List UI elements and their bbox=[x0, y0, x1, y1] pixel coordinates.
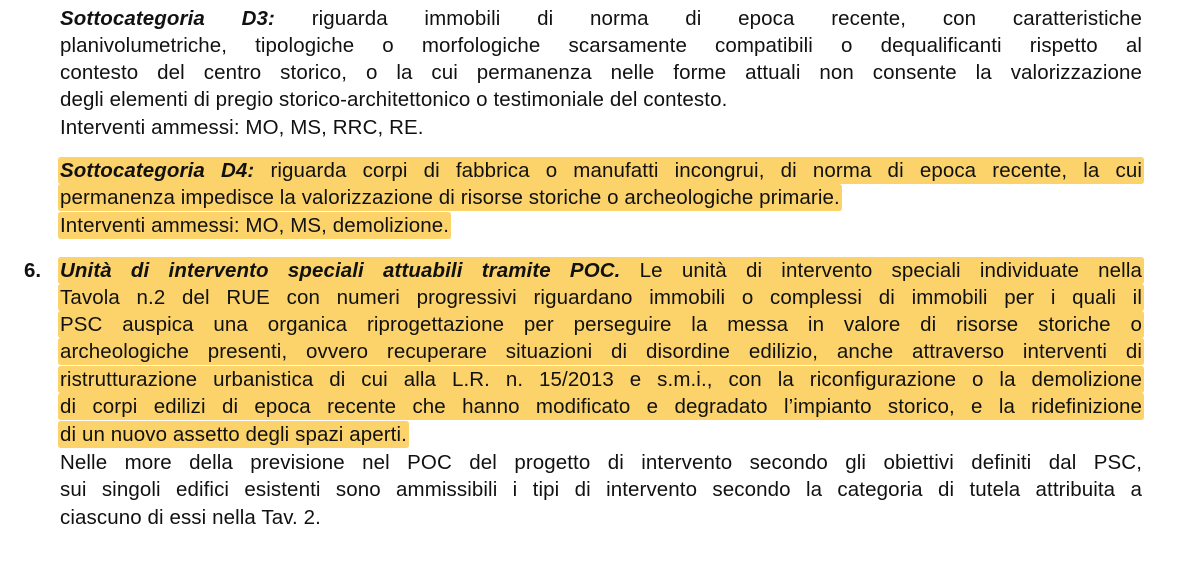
item6-line-4 bbox=[60, 339, 1142, 365]
follow-line-1: Nelle more della previsione nel POC del progetto di intervento secondo gli obiettivi definiti dal PSC, bbox=[60, 451, 1142, 474]
item6-line-1 bbox=[60, 258, 1142, 284]
follow-line-2: sui singoli edifici esistenti sono ammissibili i tipi di intervento secondo la categoria di tutela attribuita a bbox=[60, 478, 1142, 501]
item6-line-3 bbox=[60, 312, 1142, 338]
d3-interventi: Interventi ammessi: MO, MS, RRC, RE. bbox=[60, 116, 424, 139]
item6-text-1: Le unità di intervento speciali individuate nella bbox=[639, 259, 1142, 282]
item6-title: Unità di intervento speciali attuabili tramite POC. bbox=[60, 259, 621, 282]
item6-text-2: Tavola n.2 del RUE con numeri progressivi riguardano immobili o complessi di immobili per i quali il bbox=[60, 286, 1142, 309]
d4-line-2 bbox=[60, 185, 840, 211]
d3-line-4: degli elementi di pregio storico-architettonico o testimoniale del contesto. bbox=[60, 88, 728, 111]
item6-text-6: di corpi edilizi di epoca recente che hanno modificato e degradato l’impianto storico, e la ridefinizione bbox=[60, 395, 1142, 418]
d3-line-1 bbox=[60, 6, 1142, 32]
item6-line-5 bbox=[60, 367, 1142, 393]
d4-text-1: riguarda corpi di fabbrica o manufatti incongrui, di norma di epoca recente, la cui bbox=[270, 159, 1143, 182]
item6-highlight-1 bbox=[60, 259, 1142, 282]
d3-label: Sottocategoria D3: bbox=[60, 7, 275, 30]
d4-line-1 bbox=[60, 158, 1142, 184]
item6-line-2 bbox=[60, 285, 1142, 311]
d4-label: Sottocategoria D4: bbox=[60, 159, 255, 182]
item-number: 6. bbox=[24, 259, 42, 282]
d4-highlight-1 bbox=[60, 159, 1142, 182]
item6-text-7: di un nuovo assetto degli spazi aperti. bbox=[60, 423, 407, 446]
d3-text-1: riguarda immobili di norma di epoca recente, con caratteristiche bbox=[311, 7, 1142, 30]
item6-line-7 bbox=[60, 422, 407, 448]
item6-text-3: PSC auspica una organica riprogettazione per perseguire la messa in valore di risorse storiche o bbox=[60, 313, 1142, 336]
d4-text-2: permanenza impedisce la valorizzazione di risorse storiche o archeologiche primarie. bbox=[60, 186, 840, 209]
d4-interventi: Interventi ammessi: MO, MS, demolizione. bbox=[60, 214, 450, 237]
follow-line-3: ciascuno di essi nella Tav. 2. bbox=[60, 506, 321, 529]
d4-interventi-line bbox=[60, 213, 449, 239]
item6-line-6 bbox=[60, 394, 1142, 420]
d3-line-3: contesto del centro storico, o la cui permanenza nelle forme attuali non consente la valorizzazione bbox=[60, 61, 1142, 84]
item6-text-4: archeologiche presenti, ovvero recuperare situazioni di disordine edilizio, anche attraverso interventi di bbox=[60, 340, 1142, 363]
item6-text-5: ristrutturazione urbanistica di cui alla L.R. n. 15/2013 e s.m.i., con la riconfigurazione o la demolizione bbox=[60, 368, 1142, 391]
d3-line-2: planivolumetriche, tipologiche o morfologiche scarsamente compatibili o dequalificanti rispetto al bbox=[60, 34, 1142, 57]
